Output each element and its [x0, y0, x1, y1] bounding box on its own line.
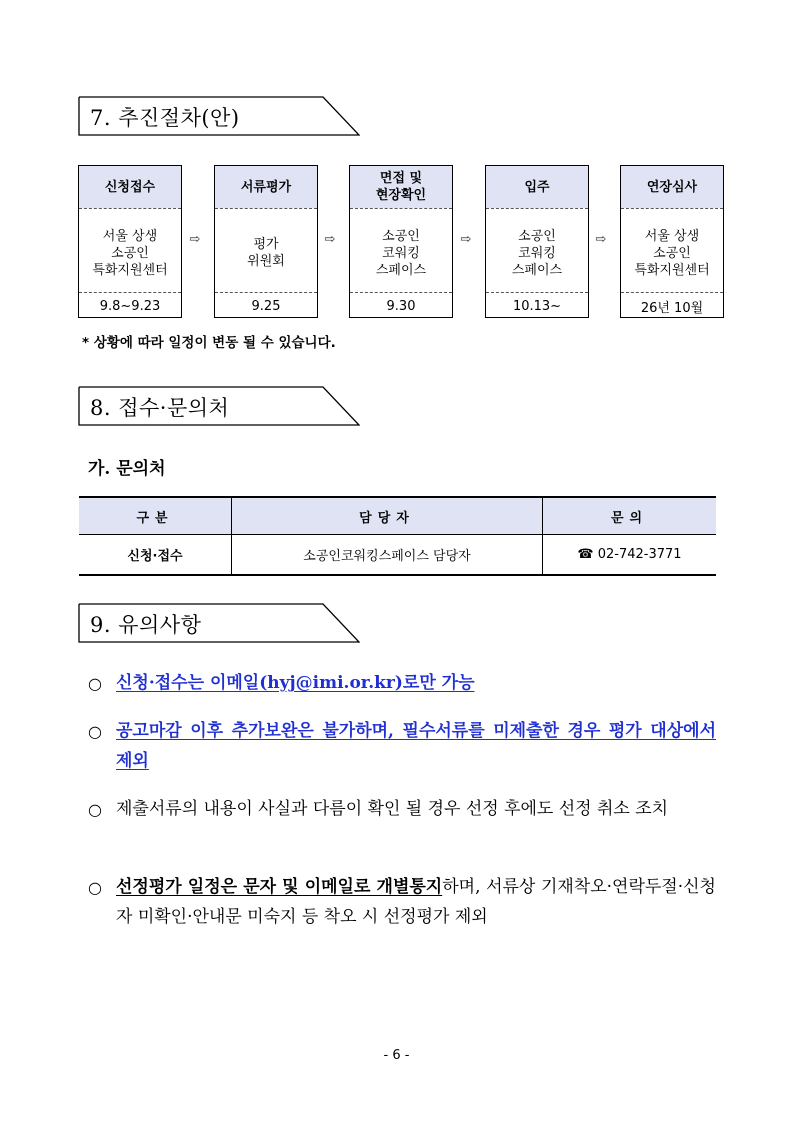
column-header: 담당자	[232, 497, 543, 535]
table-header-row	[79, 497, 716, 535]
schedule-note: * 상황에 따라 일정이 변동 될 수 있습니다.	[82, 335, 336, 351]
process-step-1	[78, 165, 182, 318]
process-step-date: 9.30	[350, 292, 452, 319]
process-step-3	[349, 165, 453, 318]
arrow-icon: ⇨	[460, 232, 472, 247]
contact-phone[interactable]: 02-742-3771	[597, 547, 682, 562]
section-8-header	[78, 386, 360, 426]
arrow-icon: ⇨	[595, 232, 607, 247]
notice-3	[116, 794, 716, 824]
contact-phone-cell	[543, 535, 717, 576]
process-step-date: 26년 10월	[621, 292, 723, 319]
notice-4-emphasis: 선정평가 일정은 문자 및 이메일로 개별통지	[116, 877, 443, 897]
process-step-body: 평가 위원회	[247, 237, 285, 269]
contact-subtitle: 가. 문의처	[88, 459, 166, 479]
contact-person: 소공인코워킹스페이스 담당자	[232, 535, 543, 576]
process-step-title: 서류평가	[215, 166, 317, 208]
column-header: 구분	[79, 497, 232, 535]
section-9-title: 9. 유의사항	[90, 613, 202, 637]
section-7-title: 7. 추진절차(안)	[90, 106, 240, 130]
process-step-body: 소공인 코워킹 스페이스	[375, 228, 427, 278]
arrow-icon: ⇨	[189, 232, 201, 247]
notice-1-text: 신청·접수는 이메일(hyj@imi.or.kr)로만 가능	[116, 673, 475, 693]
process-step-body: 서울 상생 소공인 특화지원센터	[92, 228, 168, 278]
table-row	[79, 535, 716, 576]
phone-icon: ☎	[577, 547, 594, 562]
page-number: - 6 -	[383, 1048, 410, 1063]
process-step-4	[485, 165, 589, 318]
notice-1	[116, 668, 716, 698]
process-step-date: 10.13~	[486, 292, 588, 319]
process-step-title: 연장심사	[621, 166, 723, 208]
notice-2-text: 공고마감 이후 추가보완은 불가하며, 필수서류를 미제출한 경우 평가 대상에서 제외	[116, 721, 716, 771]
section-8-title: 8. 접수·문의처	[90, 396, 230, 420]
contact-category: 신청·접수	[79, 535, 232, 576]
process-step-title: 신청접수	[79, 166, 181, 208]
notice-2	[116, 716, 716, 776]
process-step-title: 면접 및 현장확인	[350, 166, 452, 208]
notice-4-text: 하며, 서류상 기재착오·연락두절·신청자 미확인·안내문 미숙지 등 착오 시 선정평가 제외	[116, 877, 716, 927]
bullet-icon: ○	[88, 722, 102, 741]
notice-3-text: 제출서류의 내용이 사실과 다름이 확인 될 경우 선정 후에도 선정 취소 조치	[116, 799, 669, 819]
section-7-header	[78, 96, 360, 136]
process-step-body: 소공인 코워킹 스페이스	[511, 228, 563, 278]
process-step-2	[214, 165, 318, 318]
process-step-date: 9.25	[215, 292, 317, 319]
process-step-title: 입주	[486, 166, 588, 208]
bullet-icon: ○	[88, 878, 102, 897]
process-step-5	[620, 165, 724, 318]
notice-4	[116, 872, 716, 932]
section-9-header	[78, 603, 360, 643]
process-step-body: 서울 상생 소공인 특화지원센터	[634, 228, 710, 278]
process-step-date: 9.8~9.23	[79, 292, 181, 319]
contact-table	[79, 496, 716, 576]
bullet-icon: ○	[88, 674, 102, 693]
bullet-icon: ○	[88, 800, 102, 819]
column-header: 문의	[543, 497, 717, 535]
arrow-icon: ⇨	[324, 232, 336, 247]
